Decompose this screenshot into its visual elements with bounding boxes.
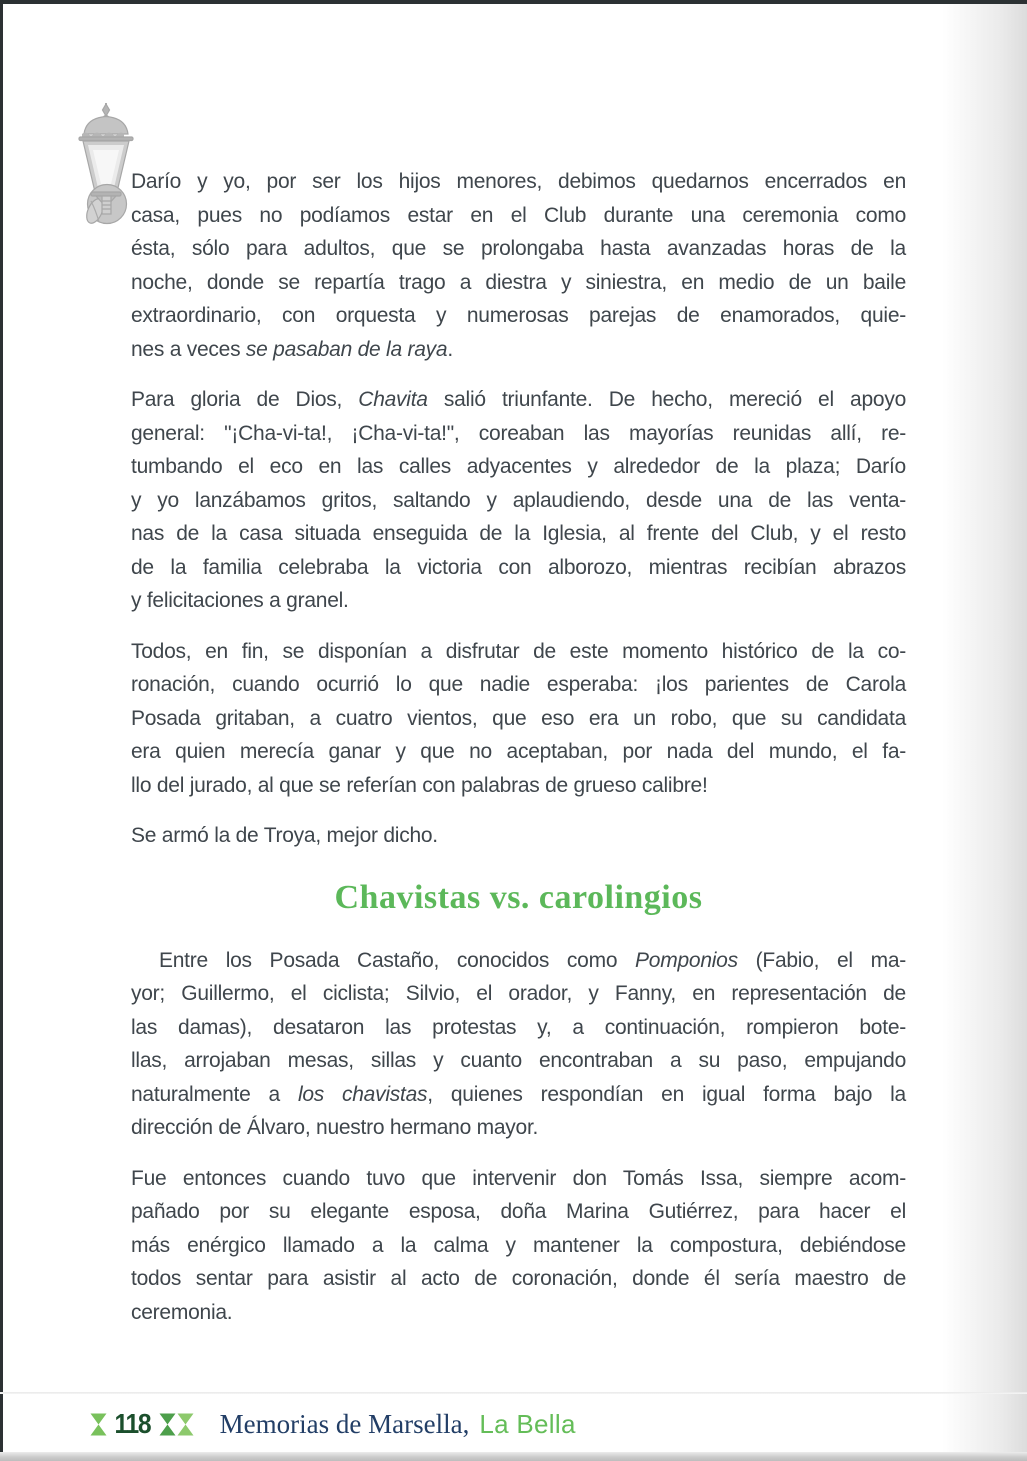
text-segment: y yo lanzábamos gritos, saltando y aplaudiendo, desde una de las venta- xyxy=(131,488,906,512)
italic-text-segment: Chavita xyxy=(358,388,428,411)
text-segment: nes a veces xyxy=(131,337,246,361)
text-segment: ronación, cuando ocurrió lo que nadie esperaba: ¡los parientes de Carola xyxy=(131,673,906,696)
paragraph-line xyxy=(131,584,906,618)
text-segment: Darío y yo, por ser los hijos menores, debimos quedarnos encerrados en xyxy=(131,170,906,193)
section-before-heading xyxy=(131,165,906,853)
text-segment: Se armó la de Troya, mejor dicho. xyxy=(131,824,438,847)
text-segment: noche, donde se repartía trago a diestra y siniestra, en medio de un baile xyxy=(131,270,906,294)
text-segment: pañado por su elegante esposa, doña Marina Gutiérrez, para hacer el xyxy=(131,1200,906,1223)
hourglass-icon xyxy=(159,1413,176,1436)
page-footer xyxy=(90,1403,576,1445)
paragraph-line xyxy=(131,199,906,233)
paragraph-line xyxy=(131,1229,906,1263)
paragraph-line xyxy=(131,977,906,1011)
italic-text-segment: los chavistas xyxy=(297,1082,428,1106)
italic-text-segment: se pasaban de la raya xyxy=(245,337,448,361)
text-segment: nas de la casa situada enseguida de la Iglesia, al frente del Club, y el resto xyxy=(131,522,906,545)
text-segment: ésta, sólo para adultos, que se prolongaba hasta avanzadas horas de la xyxy=(131,237,906,260)
italic-text-segment: Pomponios xyxy=(635,948,738,972)
body-text xyxy=(131,165,906,1346)
paragraph-line xyxy=(131,1011,906,1045)
text-segment: Entre los Posada Castaño, conocidos como xyxy=(159,948,636,972)
paragraph xyxy=(131,944,906,1145)
paragraph-line xyxy=(131,1044,906,1078)
paragraph-line xyxy=(131,702,906,736)
text-segment: Todos, en fin, se disponían a disfrutar de este momento histórico de la co- xyxy=(131,639,906,663)
section-heading: Chavistas vs. carolingios xyxy=(334,878,703,916)
page-top-edge xyxy=(0,0,1027,4)
text-segment: tumbando el eco en las calles adyacentes y alrededor de la plaza; Darío xyxy=(131,455,906,478)
paragraph-line xyxy=(131,668,906,702)
text-segment: (Fabio, el ma- xyxy=(737,948,907,972)
text-segment: , quienes respondían en igual forma bajo la xyxy=(427,1082,906,1106)
paragraph-line xyxy=(131,1195,906,1229)
paragraph-line xyxy=(131,266,906,300)
text-segment: general: "¡Cha-vi-ta!, ¡Cha-vi-ta!", coreaban las mayorías reunidas allí, re- xyxy=(131,421,906,445)
paragraph xyxy=(131,165,906,366)
paragraph xyxy=(131,1162,906,1330)
paragraph xyxy=(131,635,906,803)
text-segment: de la familia celebraba la victoria con alborozo, mientras recibían abrazos xyxy=(131,555,906,579)
text-segment: llo del jurado, al que se referían con palabras de grueso calibre! xyxy=(131,773,708,797)
hourglass-icon xyxy=(90,1413,107,1436)
paragraph-line xyxy=(131,484,906,518)
paragraph-line xyxy=(131,333,906,367)
text-segment: salió triunfante. De hecho, mereció el apoyo xyxy=(427,388,907,411)
paragraph-line xyxy=(131,1078,906,1112)
page-bottom-edge xyxy=(0,1452,1027,1461)
paragraph-line xyxy=(131,232,906,266)
text-segment: las damas), desataron las protestas y, a continuación, rompieron bote- xyxy=(131,1015,906,1039)
page-number: 118 xyxy=(114,1408,151,1439)
paragraph-line xyxy=(131,1262,906,1296)
paragraph-line xyxy=(131,165,906,199)
text-segment: casa, pues no podíamos estar en el Club durante una ceremonia como xyxy=(131,203,906,227)
page-left-edge xyxy=(0,0,3,1461)
paragraph-line xyxy=(131,417,906,451)
book-subtitle: La Bella xyxy=(479,1408,576,1439)
text-segment: y felicitaciones a granel. xyxy=(131,589,349,612)
text-segment: naturalmente a xyxy=(131,1082,298,1106)
text-segment: Para gloria de Dios, xyxy=(131,388,359,411)
text-segment: ceremonia. xyxy=(131,1300,233,1324)
text-segment: todos sentar para asistir al acto de coronación, donde él sería maestro de xyxy=(131,1267,906,1290)
paragraph-line xyxy=(131,1111,906,1145)
paragraph-line xyxy=(131,383,906,417)
paragraph-line xyxy=(131,1296,906,1330)
text-segment: era quien merecía ganar y que no aceptaban, por nada del mundo, el fa- xyxy=(131,740,906,763)
text-segment: dirección de Álvaro, nuestro hermano mayor. xyxy=(131,1116,539,1139)
hourglass-pair xyxy=(159,1413,194,1436)
text-segment: yor; Guillermo, el ciclista; Silvio, el orador, y Fanny, en representación de xyxy=(131,982,906,1005)
section-after-heading xyxy=(131,944,906,1330)
text-segment: extraordinario, con orquesta y numerosas parejas de enamorados, quie- xyxy=(131,304,906,327)
footer-divider xyxy=(0,1392,1027,1394)
paragraph-line xyxy=(131,769,906,803)
paragraph xyxy=(131,383,906,618)
paragraph-line xyxy=(131,1162,906,1196)
book-title: Memorias de Marsella, xyxy=(219,1408,470,1439)
paragraph xyxy=(131,819,906,853)
hourglass-icon xyxy=(177,1413,194,1436)
text-segment: Posada gritaban, a cuatro vientos, que eso era un robo, que su candidata xyxy=(131,706,906,730)
paragraph-line xyxy=(131,735,906,769)
paragraph-line xyxy=(131,450,906,484)
paragraph-line xyxy=(131,551,906,585)
text-segment: llas, arrojaban mesas, sillas y cuanto encontraban a su paso, empujando xyxy=(131,1049,906,1072)
paragraph-line xyxy=(131,819,906,853)
paragraph-line xyxy=(131,635,906,669)
page-right-shadow xyxy=(942,4,1027,1453)
page-number-block xyxy=(90,1408,194,1440)
text-segment: Fue entonces cuando tuvo que intervenir don Tomás Issa, siempre acom- xyxy=(131,1166,906,1190)
paragraph-line xyxy=(131,517,906,551)
text-segment: . xyxy=(447,337,453,361)
text-segment: más enérgico llamado a la calma y mantener la compostura, debiéndose xyxy=(131,1233,906,1257)
paragraph-line xyxy=(131,299,906,333)
paragraph-line xyxy=(131,944,906,978)
